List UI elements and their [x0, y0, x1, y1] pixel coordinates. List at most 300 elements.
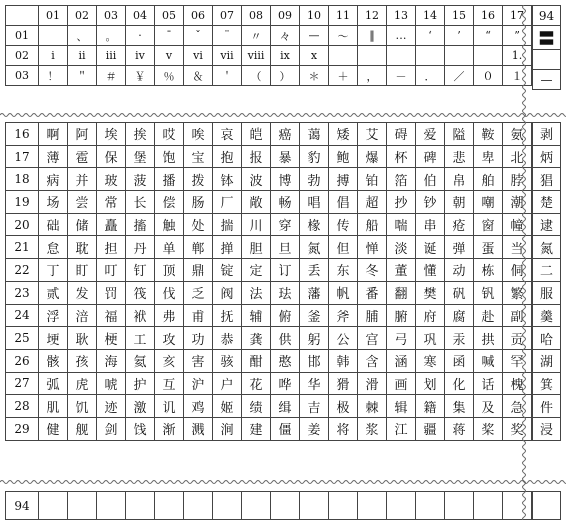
table-cell: 杯 [387, 145, 416, 168]
table-cell: 搐 [126, 213, 155, 236]
table-cell: 舶 [474, 168, 503, 191]
table-cell: 帆 [329, 281, 358, 304]
table-cell: 唱 [300, 191, 329, 214]
table-cell [358, 46, 387, 66]
table-cell: 埃 [97, 123, 126, 146]
table-cell: 。 [97, 26, 126, 46]
col-header: 16 [474, 6, 503, 26]
table-cell: 串 [416, 213, 445, 236]
table-cell: 姜 [300, 417, 329, 440]
table-cell: 耿 [68, 327, 97, 350]
table-cell: 胆 [242, 236, 271, 259]
table-cell: 饯 [126, 417, 155, 440]
table-cell: 丢 [300, 259, 329, 282]
table-cell: 脯 [358, 304, 387, 327]
table-cell: 悲 [445, 145, 474, 168]
table-row [6, 168, 532, 191]
table-cell: 恭 [213, 327, 242, 350]
table-cell: 箔 [387, 168, 416, 191]
table-cell: 鸡 [184, 395, 213, 418]
side-column-main [532, 122, 561, 441]
table-cell: 长 [126, 191, 155, 214]
table-cell: 窗 [474, 213, 503, 236]
table-cell: 肌 [39, 395, 68, 418]
table-cell: 哀 [213, 123, 242, 146]
table-cell [68, 492, 97, 520]
table-cell: ⅵ [184, 46, 213, 66]
table-cell: 饱 [155, 145, 184, 168]
table-row [6, 66, 532, 86]
table-cell [416, 492, 445, 520]
side-cell: 哈 [533, 327, 561, 350]
table-cell: 疆 [416, 417, 445, 440]
table-cell: 搏 [329, 168, 358, 191]
table-cell: 幢 [503, 213, 532, 236]
table-cell: 辅 [242, 304, 271, 327]
table-cell: 孩 [68, 349, 97, 372]
table-cell: 斧 [329, 304, 358, 327]
side-cell: 服 [533, 281, 561, 304]
table-cell: 雹 [68, 145, 97, 168]
table-cell: 〃 [242, 26, 271, 46]
table-cell: 姬 [213, 395, 242, 418]
table-cell: 鲍 [329, 145, 358, 168]
table-cell: 偿 [155, 191, 184, 214]
table-cell: 隘 [445, 123, 474, 146]
table-cell [358, 492, 387, 520]
table-cell: 海 [97, 349, 126, 372]
table-cell: 定 [242, 259, 271, 282]
table-cell: 龚 [242, 327, 271, 350]
table-cell: 涪 [68, 304, 97, 327]
table-cell: ＇ [213, 66, 242, 86]
table-cell: 铂 [358, 168, 387, 191]
table-cell: 功 [184, 327, 213, 350]
table-cell: 贡 [503, 327, 532, 350]
table-cell [300, 492, 329, 520]
side-cell: 氮 [533, 236, 561, 259]
table-cell: 化 [445, 372, 474, 395]
table-cell: 剑 [97, 417, 126, 440]
table-cell: 椽 [300, 213, 329, 236]
table-cell: 1. [503, 46, 532, 66]
table-cell: 播 [155, 168, 184, 191]
row-label: 26 [6, 349, 39, 372]
table-cell: 畅 [271, 191, 300, 214]
table-cell [155, 492, 184, 520]
table-cell: 担 [97, 236, 126, 259]
table-cell: 肠 [184, 191, 213, 214]
table-cell: 脖 [503, 168, 532, 191]
table-cell: 公 [329, 327, 358, 350]
table-cell: 韩 [329, 349, 358, 372]
table-cell: 薄 [39, 145, 68, 168]
table-cell: 抚 [213, 304, 242, 327]
table-cell: 画 [387, 372, 416, 395]
table-cell: 矗 [97, 213, 126, 236]
table-cell [329, 492, 358, 520]
table-cell: 北 [503, 145, 532, 168]
table-cell: 储 [68, 213, 97, 236]
table-cell: 鞍 [474, 123, 503, 146]
table-cell: 栋 [474, 259, 503, 282]
col-header: 12 [358, 6, 387, 26]
table-cell: 健 [39, 417, 68, 440]
side-cell: 件 [533, 395, 561, 418]
table-cell: 珐 [271, 281, 300, 304]
table-cell [184, 492, 213, 520]
table-cell: 罚 [97, 281, 126, 304]
table-cell: ” [503, 26, 532, 46]
table-cell: 福 [97, 304, 126, 327]
side-cell: — [533, 70, 561, 90]
table-row [6, 26, 532, 46]
table-cell: ⅰ [39, 46, 68, 66]
table-cell: 发 [68, 281, 97, 304]
table-cell: 郸 [184, 236, 213, 259]
table-cell: · [126, 26, 155, 46]
col-header: 02 [68, 6, 97, 26]
table-cell: ） [271, 66, 300, 86]
table-cell: 巩 [416, 327, 445, 350]
table-cell: 涵 [387, 349, 416, 372]
table-cell: 辑 [387, 395, 416, 418]
table-row [6, 213, 532, 236]
table-cell: 蔼 [300, 123, 329, 146]
col-header: 15 [445, 6, 474, 26]
table-cell: ～ [329, 26, 358, 46]
table-cell: 东 [329, 259, 358, 282]
table-cell: 宝 [184, 145, 213, 168]
table-cell: 蛋 [474, 236, 503, 259]
table-cell: 常 [97, 191, 126, 214]
table-cell: 副 [503, 304, 532, 327]
table-cell: 护 [126, 372, 155, 395]
table-cell: “ [474, 26, 503, 46]
row-label: 01 [6, 26, 39, 46]
table-cell: 花 [242, 372, 271, 395]
table-cell: 哗 [271, 372, 300, 395]
table-cell: 伯 [416, 168, 445, 191]
table-cell: 俯 [271, 304, 300, 327]
table-row [6, 236, 532, 259]
table-cell: 卑 [474, 145, 503, 168]
break-line [0, 112, 566, 118]
table-row [6, 327, 532, 350]
table-cell: 々 [271, 26, 300, 46]
hanzi-table [5, 122, 532, 441]
col-header: 08 [242, 6, 271, 26]
row-label: 27 [6, 372, 39, 395]
table-cell: ＋ [329, 66, 358, 86]
table-cell [39, 26, 68, 46]
table-cell: 躬 [300, 327, 329, 350]
table-cell: 槐 [503, 372, 532, 395]
table-cell: — [300, 26, 329, 46]
column-header-row [6, 6, 532, 26]
table-cell: 鼎 [184, 259, 213, 282]
side-cell: 浸 [533, 417, 561, 440]
row-label: 22 [6, 259, 39, 282]
table-cell: 惮 [358, 236, 387, 259]
table-cell [97, 492, 126, 520]
col-header: 09 [271, 6, 300, 26]
table-cell [387, 492, 416, 520]
table-cell: 舰 [68, 417, 97, 440]
table-row [6, 304, 532, 327]
table-row [6, 417, 532, 440]
table-cell: 堡 [126, 145, 155, 168]
table-cell: 罕 [503, 349, 532, 372]
table-cell: 场 [39, 191, 68, 214]
table-cell: 迹 [97, 395, 126, 418]
table-cell: 番 [358, 281, 387, 304]
table-cell: 江 [387, 417, 416, 440]
table-cell: 怠 [39, 236, 68, 259]
table-cell [242, 492, 271, 520]
table-cell: 讥 [155, 395, 184, 418]
table-cell: 筏 [126, 281, 155, 304]
table-cell: 溅 [184, 417, 213, 440]
table-cell: 樊 [416, 281, 445, 304]
table-row [6, 145, 532, 168]
table-cell: 弗 [155, 304, 184, 327]
table-cell: 赴 [474, 304, 503, 327]
table-cell: 玻 [97, 168, 126, 191]
table-cell: 嘲 [474, 191, 503, 214]
table-cell: 菠 [126, 168, 155, 191]
table-cell: 淡 [387, 236, 416, 259]
col-header: 06 [184, 6, 213, 26]
side-cell: 炳 [533, 145, 561, 168]
table-cell: 集 [445, 395, 474, 418]
row-label: 02 [6, 46, 39, 66]
table-cell: 氨 [503, 123, 532, 146]
table-cell: ‘ [416, 26, 445, 46]
table-cell: 划 [416, 372, 445, 395]
table-cell: 伐 [155, 281, 184, 304]
table-cell: 籍 [416, 395, 445, 418]
table-cell: 藩 [300, 281, 329, 304]
side-cell: 猖 [533, 168, 561, 191]
table-cell: 乏 [184, 281, 213, 304]
table-cell: ‖ [358, 26, 387, 46]
table-cell: ˇ [184, 26, 213, 46]
table-cell: 博 [271, 168, 300, 191]
table-cell: 啊 [39, 123, 68, 146]
table-cell: 攻 [155, 327, 184, 350]
row-label: 28 [6, 395, 39, 418]
table-cell: 亥 [155, 349, 184, 372]
table-cell: ⅶ [213, 46, 242, 66]
corner-cell [6, 6, 39, 26]
table-cell: ⅷ [242, 46, 271, 66]
side-cell: 逮 [533, 213, 561, 236]
table-cell: 碑 [416, 145, 445, 168]
row-label: 03 [6, 66, 39, 86]
table-cell: ⅹ [300, 46, 329, 66]
row-label: 21 [6, 236, 39, 259]
table-cell: 病 [39, 168, 68, 191]
side-cell [533, 492, 561, 520]
table-row [6, 46, 532, 66]
table-cell: 僵 [271, 417, 300, 440]
table-cell: 话 [474, 372, 503, 395]
table-cell [126, 492, 155, 520]
table-row [6, 123, 532, 146]
table-cell: 供 [271, 327, 300, 350]
table-cell: 哎 [155, 123, 184, 146]
table-cell: ＆ [184, 66, 213, 86]
col-header: 13 [387, 6, 416, 26]
bottom-table [5, 491, 532, 520]
table-cell: 掸 [213, 236, 242, 259]
side-cell [533, 50, 561, 70]
table-cell: 波 [242, 168, 271, 191]
table-cell: ０ [474, 66, 503, 86]
table-cell: 弹 [445, 236, 474, 259]
table-cell: ⅱ [68, 46, 97, 66]
table-cell [213, 492, 242, 520]
side-cell: 剥 [533, 123, 561, 146]
table-cell: 钵 [213, 168, 242, 191]
row-label: 25 [6, 327, 39, 350]
table-cell: 奖 [503, 417, 532, 440]
table-cell: ¨ [213, 26, 242, 46]
side-cell: 箕 [533, 372, 561, 395]
table-cell: 叮 [97, 259, 126, 282]
table-cell: 函 [445, 349, 474, 372]
table-cell: 猾 [329, 372, 358, 395]
table-cell: 当 [503, 236, 532, 259]
table-cell: 袱 [126, 304, 155, 327]
side-cell: 二 [533, 259, 561, 282]
table-cell: 保 [97, 145, 126, 168]
table-cell [271, 492, 300, 520]
table-cell: 饥 [68, 395, 97, 418]
table-cell: 唬 [97, 372, 126, 395]
table-cell: 朝 [445, 191, 474, 214]
table-cell: ’ [445, 26, 474, 46]
table-cell: ， [358, 66, 387, 86]
table-cell: 华 [300, 372, 329, 395]
table-cell: ＃ [97, 66, 126, 86]
table-cell [503, 492, 532, 520]
table-cell: ． [416, 66, 445, 86]
table-cell: 弧 [39, 372, 68, 395]
table-cell: 敞 [242, 191, 271, 214]
table-cell: ＊ [300, 66, 329, 86]
table-cell: 蒋 [445, 417, 474, 440]
table-cell: 艾 [358, 123, 387, 146]
table-cell: 碍 [387, 123, 416, 146]
table-cell: 酣 [242, 349, 271, 372]
table-cell: 吉 [300, 395, 329, 418]
table-cell: 并 [68, 168, 97, 191]
row-label: 17 [6, 145, 39, 168]
table-cell: 虎 [68, 372, 97, 395]
row-label: 18 [6, 168, 39, 191]
table-cell: 超 [358, 191, 387, 214]
col-header: 10 [300, 6, 329, 26]
row-label: 94 [6, 492, 39, 520]
table-cell: 拱 [474, 327, 503, 350]
table-cell: ⅴ [155, 46, 184, 66]
table-cell: 府 [416, 304, 445, 327]
table-cell: 绩 [242, 395, 271, 418]
table-cell: 渐 [155, 417, 184, 440]
table-cell: 皑 [242, 123, 271, 146]
table-cell: 寒 [416, 349, 445, 372]
table-row [6, 281, 532, 304]
table-cell: 沪 [184, 372, 213, 395]
table-cell: 骸 [39, 349, 68, 372]
table-cell: 倡 [329, 191, 358, 214]
side-column-bottom [532, 491, 561, 520]
table-cell: 爆 [358, 145, 387, 168]
table-cell: ％ [155, 66, 184, 86]
table-cell: 阿 [68, 123, 97, 146]
table-cell: 抱 [213, 145, 242, 168]
table-cell: 旦 [271, 236, 300, 259]
table-cell: 顶 [155, 259, 184, 282]
table-cell: 董 [387, 259, 416, 282]
table-cell: 丁 [39, 259, 68, 282]
table-cell: ⅳ [126, 46, 155, 66]
col-header: 14 [416, 6, 445, 26]
table-cell: 浮 [39, 304, 68, 327]
table-cell: 涧 [213, 417, 242, 440]
table-cell: 厂 [213, 191, 242, 214]
table-cell: 钉 [126, 259, 155, 282]
table-cell: ⅸ [271, 46, 300, 66]
table-cell: ⅲ [97, 46, 126, 66]
table-cell: 豹 [300, 145, 329, 168]
table-cell: 潮 [503, 191, 532, 214]
table-cell: 骇 [213, 349, 242, 372]
table-cell: 拨 [184, 168, 213, 191]
table-cell: 户 [213, 372, 242, 395]
table-row [6, 191, 532, 214]
table-cell: 急 [503, 395, 532, 418]
break-line [0, 479, 566, 485]
table-cell: 爱 [416, 123, 445, 146]
table-cell: 弓 [387, 327, 416, 350]
table-cell: 抄 [387, 191, 416, 214]
table-cell: 喊 [474, 349, 503, 372]
table-cell: 钞 [416, 191, 445, 214]
table-cell [445, 46, 474, 66]
side-cell: 湖 [533, 349, 561, 372]
table-cell: 挨 [126, 123, 155, 146]
table-cell: 棘 [358, 395, 387, 418]
row-label: 19 [6, 191, 39, 214]
table-cell: 处 [184, 213, 213, 236]
table-cell: … [387, 26, 416, 46]
table-cell: 矮 [329, 123, 358, 146]
table-cell [39, 492, 68, 520]
table-cell: 繁 [503, 281, 532, 304]
table-cell: ˉ [155, 26, 184, 46]
table-cell: 盯 [68, 259, 97, 282]
table-cell: 建 [242, 417, 271, 440]
table-cell: 埂 [39, 327, 68, 350]
table-cell: － [387, 66, 416, 86]
row-label: 23 [6, 281, 39, 304]
table-cell: 矾 [445, 281, 474, 304]
table-cell: ＂ [68, 66, 97, 86]
table-cell: 桨 [474, 417, 503, 440]
